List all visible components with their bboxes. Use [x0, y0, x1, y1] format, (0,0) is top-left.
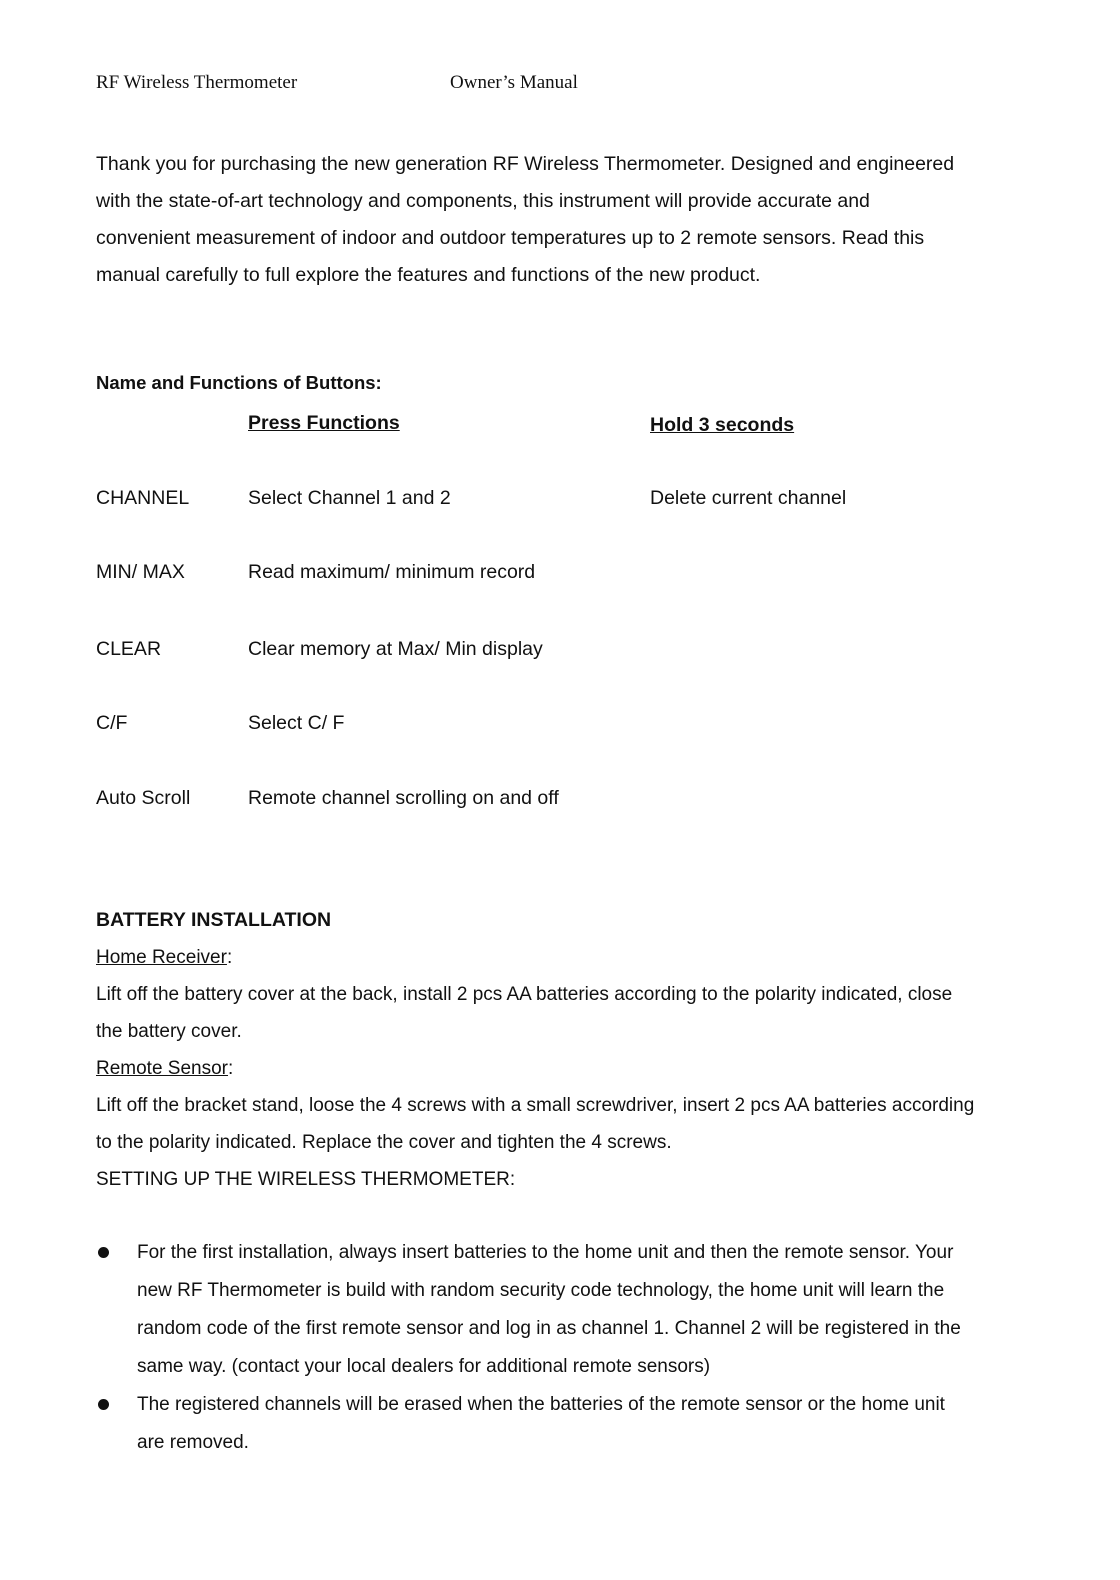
- col-head-hold: Hold 3 seconds: [650, 414, 795, 436]
- remote-sensor-text: Lift off the bracket stand, loose the 4 screws with a small screwdriver, insert 2 pcs AA batteries according to the polarity indicated. Replace the cover and tighten the 4 screws.: [96, 1095, 975, 1153]
- press-function: Remote channel scrolling on and off: [248, 787, 559, 809]
- button-name: Auto Scroll: [96, 787, 191, 809]
- header-title: RF Wireless Thermometer: [96, 72, 298, 93]
- bullet-icon: [98, 1399, 109, 1410]
- remote-sensor-label: Remote Sensor: [96, 1058, 229, 1079]
- setup-heading: SETTING UP THE WIRELESS THERMOMETER:: [96, 1169, 516, 1190]
- setup-bullets: [96, 1234, 976, 1462]
- list-item: [96, 1234, 976, 1386]
- buttons-heading: Name and Functions of Buttons:: [96, 372, 382, 393]
- battery-heading: BATTERY INSTALLATION: [96, 909, 332, 931]
- button-name: MIN/ MAX: [96, 561, 185, 583]
- bullet-text: The registered channels will be erased when the batteries of the remote sensor or the home unit are removed.: [137, 1394, 945, 1453]
- button-name: CHANNEL: [96, 487, 190, 509]
- header-subtitle: Owner’s Manual: [450, 72, 578, 93]
- press-function: Select Channel 1 and 2: [248, 487, 451, 509]
- button-row-minmax: [96, 561, 996, 591]
- list-item: [96, 1386, 976, 1462]
- home-receiver-text: Lift off the battery cover at the back, install 2 pcs AA batteries according to the polarity indicated, close the battery cover.: [96, 984, 953, 1042]
- press-function: Clear memory at Max/ Min display: [248, 638, 543, 660]
- battery-section: [96, 902, 976, 1198]
- press-function: Select C/ F: [248, 712, 345, 734]
- button-row-clear: [96, 638, 996, 668]
- remote-sensor-label-line: Remote Sensor:: [96, 1058, 234, 1079]
- home-receiver-label: Home Receiver: [96, 947, 227, 968]
- button-row-channel: [96, 487, 996, 517]
- bullet-text: For the first installation, always insert batteries to the home unit and then the remote sensor. Your new RF Thermometer is build with random security code technology, the home unit will learn the random code of the first remote sensor and log in as channel 1. Channel 2 will be registered in the same way. (contact your local dealers for additional remote sensors): [137, 1242, 961, 1377]
- hold-function: Delete current channel: [650, 487, 847, 509]
- button-row-autoscroll: [96, 787, 996, 817]
- bullet-icon: [98, 1247, 109, 1258]
- button-name: CLEAR: [96, 638, 162, 660]
- button-name: C/F: [96, 712, 128, 734]
- col-head-press: Press Functions: [248, 412, 400, 434]
- intro-paragraph: Thank you for purchasing the new generation RF Wireless Thermometer. Designed and engineered with the state-of-art technology and components, this instrument will provide accurate and convenient measurement of indoor and outdoor temperatures up to 2 remote sensors. Read this manual carefully to full explore the features and functions of the new product.: [96, 153, 955, 286]
- button-row-cf: [96, 712, 996, 742]
- press-function: Read maximum/ minimum record: [248, 561, 536, 583]
- home-receiver-label-line: Home Receiver:: [96, 947, 233, 968]
